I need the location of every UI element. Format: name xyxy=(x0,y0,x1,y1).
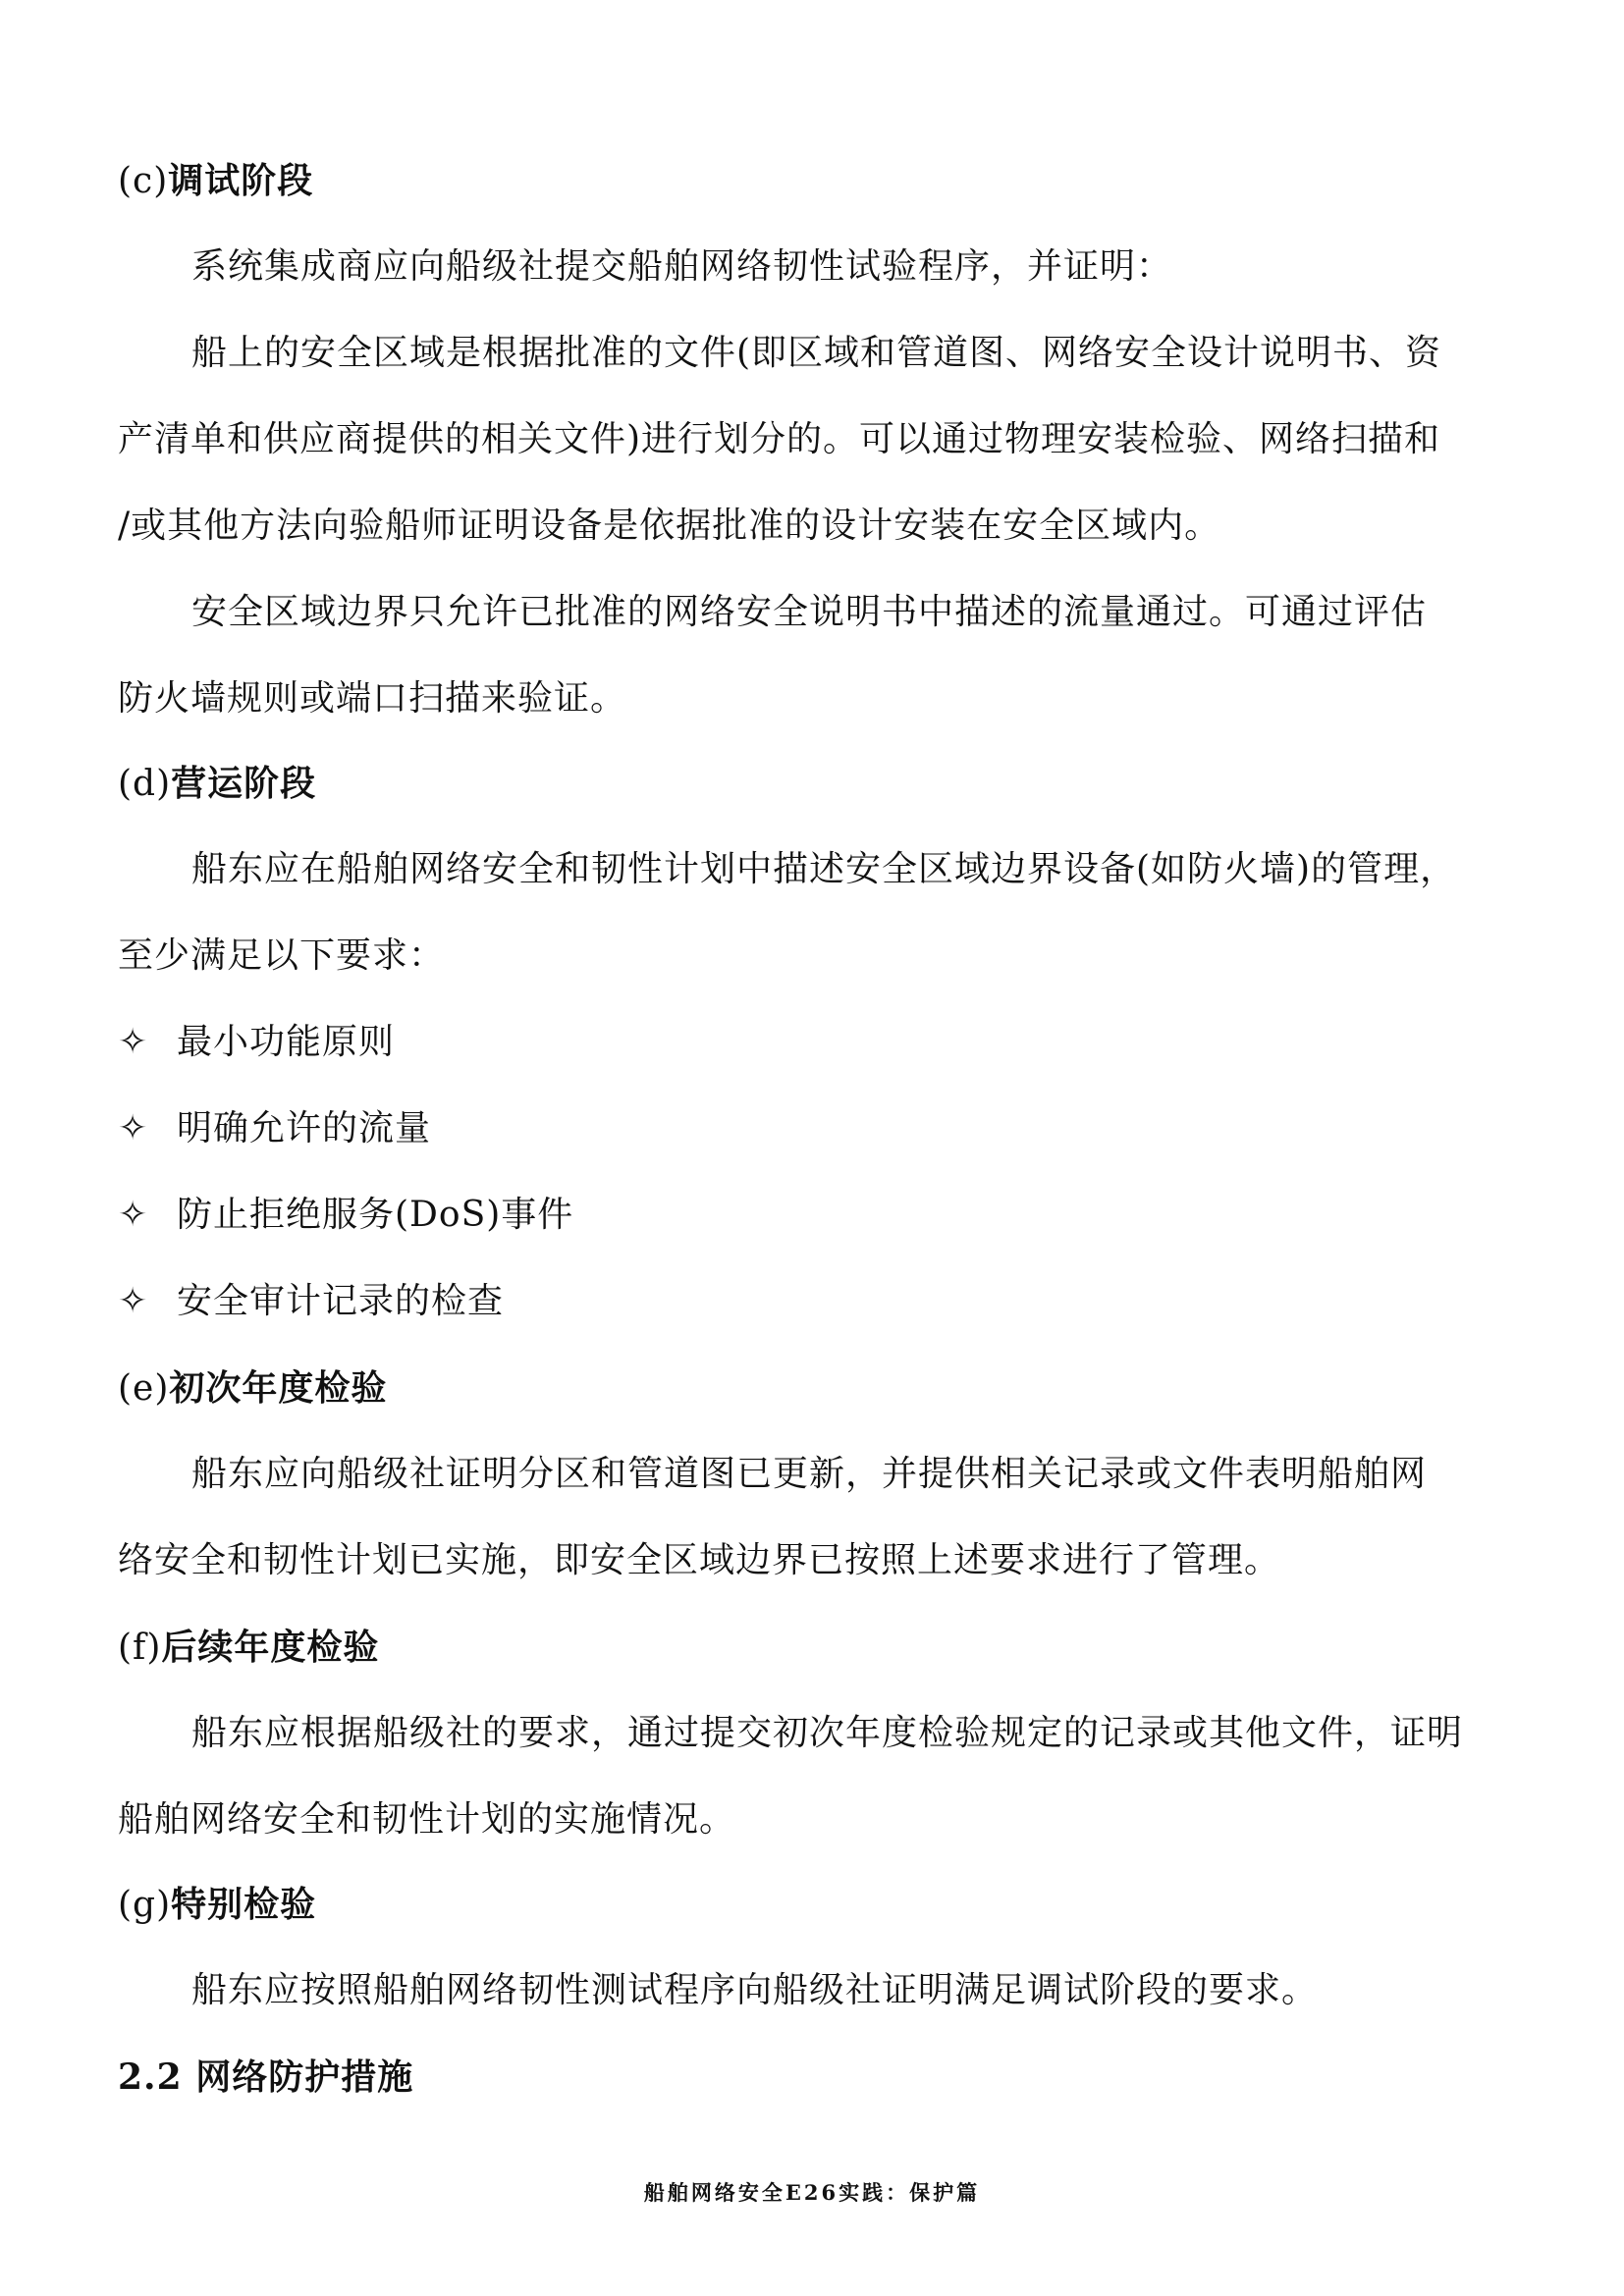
diamond-bullet-icon: ✧ xyxy=(118,1022,149,1062)
heading-c: (c)调试阶段 xyxy=(118,160,314,201)
bullet-item: ✧ 安全审计记录的检查 xyxy=(118,1281,505,1321)
paragraph-e-1-line-1: 船东应向船级社证明分区和管道图已更新，并提供相关记录或文件表明船舶网 xyxy=(191,1454,1428,1494)
paragraph-f-1-line-2: 船舶网络安全和韧性计划的实施情况。 xyxy=(118,1799,736,1840)
paragraph-c-3-line-1: 安全区域边界只允许已批准的网络安全说明书中描述的流量通过。可通过评估 xyxy=(191,592,1428,632)
page-footer: 船舶网络安全E26实践：保护篇 xyxy=(643,2180,981,2205)
paragraph-g-1: 船东应按照船舶网络韧性测试程序向船级社证明满足调试阶段的要求。 xyxy=(191,1970,1319,2010)
paragraph-d-1-line-2: 至少满足以下要求： xyxy=(118,935,446,976)
heading-g: (g)特别检验 xyxy=(118,1884,317,1925)
diamond-bullet-icon: ✧ xyxy=(118,1195,149,1235)
diamond-bullet-icon: ✧ xyxy=(118,1281,149,1321)
paragraph-d-1-line-1: 船东应在船舶网络安全和韧性计划中描述安全区域边界设备(如防火墙)的管理， xyxy=(191,849,1457,889)
paragraph-c-3-line-2: 防火墙规则或端口扫描来验证。 xyxy=(118,678,627,719)
paragraph-c-2-line-2: 产清单和供应商提供的相关文件)进行划分的。可以通过物理安装检验、网络扫描和 xyxy=(118,419,1441,459)
paragraph-e-1-line-2: 络安全和韧性计划已实施，即安全区域边界已按照上述要求进行了管理。 xyxy=(118,1540,1281,1580)
diamond-bullet-icon: ✧ xyxy=(118,1108,149,1148)
bullet-item: ✧ 防止拒绝服务(DoS)事件 xyxy=(118,1195,574,1235)
heading-d: (d)营运阶段 xyxy=(118,763,317,804)
bullet-item: ✧ 最小功能原则 xyxy=(118,1022,396,1062)
section-heading-2-2: 2.2 网络防护措施 xyxy=(118,2056,414,2098)
heading-f: (f)后续年度检验 xyxy=(118,1627,380,1668)
paragraph-f-1-line-1: 船东应根据船级社的要求，通过提交初次年度检验规定的记录或其他文件，证明 xyxy=(191,1713,1464,1753)
heading-e: (e)初次年度检验 xyxy=(118,1367,388,1409)
paragraph-c-1: 系统集成商应向船级社提交船舶网络韧性试验程序，并证明： xyxy=(191,246,1173,287)
paragraph-c-2-line-1: 船上的安全区域是根据批准的文件(即区域和管道图、网络安全设计说明书、资 xyxy=(191,333,1442,373)
bullet-item: ✧ 明确允许的流量 xyxy=(118,1108,432,1148)
paragraph-c-2-line-3: /或其他方法向验船师证明设备是依据批准的设计安装在安全区域内。 xyxy=(118,506,1221,546)
